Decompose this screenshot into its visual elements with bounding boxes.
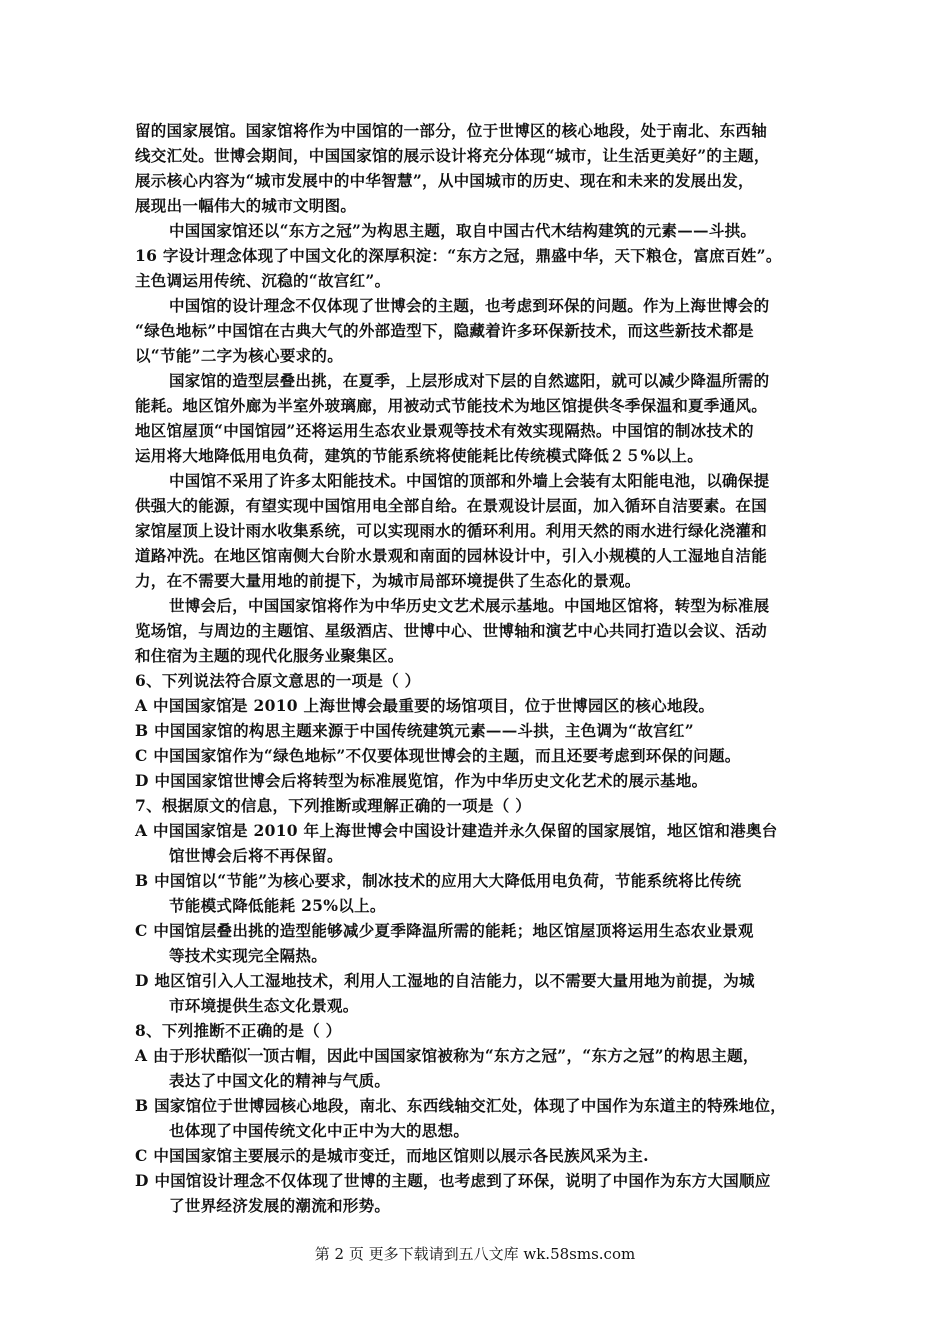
text-line: 和住宿为主题的现代化服务业聚集区。 xyxy=(135,646,404,665)
emphasis-char: 确 xyxy=(256,1021,273,1040)
option-d-continued: 市环境提供生态文化景观。 xyxy=(169,996,359,1015)
option-d-continued: 了世界经济发展的潮流和形势。 xyxy=(169,1196,391,1215)
text-line: “绿色地标”中国馆在古典大气的外部造型下，隐藏着许多环保新技术，而这些新技术都是 xyxy=(135,321,754,340)
emphasis-char: 不 xyxy=(225,1021,241,1040)
option-a: A 由于形状酷似一顶古帽，因此中国国家馆被称为“东方之冠”，“东方之冠”的构思主题， xyxy=(135,1046,759,1065)
text-line: 国家馆的造型层叠出挑，在夏季，上层形成对下层的自然遮阳，就可以减少降温所需的 xyxy=(169,371,770,390)
option-a-continued: 馆世博会后将不再保留。 xyxy=(169,846,343,865)
option-d: D 地区馆引入人工湿地技术，利用人工湿地的自洁能力，以不需要大量用地为前提，为城 xyxy=(135,971,755,990)
text-line: 家馆屋顶上设计雨水收集系统，可以实现雨水的循环利用。利用天然的雨水进行绿化浇灌和 xyxy=(135,521,768,540)
emphasis-char: 确 xyxy=(414,796,431,815)
text-line: 供强大的能源，有望实现中国馆用电全部自给。在景观设计层面，加入循环自洁要素。在国 xyxy=(135,496,768,515)
option-d: D 中国馆设计理念不仅体现了世博的主题，也考虑到了环保，说明了中国作为东方大国顺应 xyxy=(135,1171,771,1190)
option-a-continued: 表达了中国文化的精神与气质。 xyxy=(169,1071,391,1090)
text-line: 力，在不需要大量用地的前提下，为城市局部环境提供了生态化的景观。 xyxy=(135,571,641,590)
page-footer: 第 2 页 更多下载请到五八文库 wk.58sms.com xyxy=(314,1245,636,1263)
question-stem: 8、下列推断不正确的是（ ） xyxy=(135,1021,342,1040)
emphasis-char: 正 xyxy=(398,796,415,815)
question-8 xyxy=(135,1018,825,1218)
option-c: C 中国馆层叠出挑的造型能够减少夏季降温所需的能耗；地区馆屋顶将运用生态农业景观 xyxy=(135,921,754,940)
text-line: 中国馆的设计理念不仅体现了世博会的主题，也考虑到环保的问题。作为上海世博会的 xyxy=(169,296,770,315)
option-a: A 中国国家馆是 2010 年上海世博会中国设计建造并永久保留的国家展馆，地区馆和港奥台 xyxy=(135,821,778,840)
paragraph-4 xyxy=(135,368,825,468)
paragraph-1 xyxy=(135,118,825,218)
text-line: 16 字设计理念体现了中国文化的深厚积淀：“东方之冠，鼎盛中华，天下粮仓，富庶百姓”。 xyxy=(135,246,782,265)
paragraph-3 xyxy=(135,293,825,368)
option-b: B 中国国家馆的构思主题来源于中国传统建筑元素——斗拱，主色调为“故宫红” xyxy=(135,721,694,740)
document-body xyxy=(135,118,825,1218)
question-6 xyxy=(135,668,825,793)
emphasis-char: 符 xyxy=(225,671,241,690)
option-c: C 中国国家馆主要展示的是城市变迁，而地区馆则以展示各民族风采为主. xyxy=(135,1146,649,1165)
emphasis-char: 正 xyxy=(240,1021,257,1040)
option-a: A 中国国家馆是 2010 上海世博会最重要的场馆项目，位于世博园区的核心地段。 xyxy=(135,696,715,715)
question-stem: 7、根据原文的信息，下列推断或理解正确的一项是（ ） xyxy=(135,796,532,815)
option-b-continued: 也体现了中国传统文化中正中为大的思想。 xyxy=(169,1121,470,1140)
text-line: 线交汇处。世博会期间，中国国家馆的展示设计将充分体现“城市，让生活更美好”的主题， xyxy=(135,146,770,165)
text-line: 以“节能”二字为核心要求的。 xyxy=(135,346,344,365)
text-line: 能耗。地区馆外廊为半室外玻璃廊，用被动式节能技术为地区馆提供冬季保温和夏季通风。 xyxy=(135,396,768,415)
option-c: C 中国国家馆作为“绿色地标”不仅要体现世博会的主题，而且还要考虑到环保的问题。 xyxy=(135,746,741,765)
text-line: 地区馆屋顶“中国馆园”还将运用生态农业景观等技术有效实现隔热。中国馆的制冰技术的 xyxy=(135,421,754,440)
option-c-continued: 等技术实现完全隔热。 xyxy=(169,946,328,965)
paragraph-2 xyxy=(135,218,825,293)
text-line: 展现出一幅伟大的城市文明图。 xyxy=(135,196,357,215)
text-line: 运用将大地降低用电负荷，建筑的节能系统将使能耗比传统模式降低２５%以上。 xyxy=(135,446,704,465)
text-line: 道路冲洗。在地区馆南侧大台阶水景观和南面的园林设计中，引入小规模的人工湿地自洁能 xyxy=(135,546,768,565)
option-b: B 中国馆以“节能”为核心要求，制冰技术的应用大大降低用电负荷，节能系统将比传统 xyxy=(135,871,742,890)
text-line: 展示核心内容为“城市发展中的中华智慧”，从中国城市的历史、现在和未来的发展出发， xyxy=(135,171,754,190)
option-b: B 国家馆位于世博园核心地段，南北、东西线轴交汇处，体现了中国作为东道主的特殊地位， xyxy=(135,1096,787,1115)
text-line: 世博会后，中国国家馆将作为中华历史文艺术展示基地。中国地区馆将，转型为标准展 xyxy=(169,596,770,615)
question-7 xyxy=(135,793,825,1018)
text-line: 览场馆，与周边的主题馆、星级酒店、世博中心、世博轴和演艺中心共同打造以会议、活动 xyxy=(135,621,768,640)
option-d: D 中国国家馆世博会后将转型为标准展览馆，作为中华历史文化艺术的展示基地。 xyxy=(135,771,708,790)
text-line: 留的国家展馆。国家馆将作为中国馆的一部分，位于世博区的核心地段，处于南北、东西轴 xyxy=(135,121,768,140)
question-stem: 6、下列说法符合原文意思的一项是（ ） xyxy=(135,671,421,690)
text-line: 中国馆不采用了许多太阳能技术。中国馆的顶部和外墙上会装有太阳能电池，以确保提 xyxy=(169,471,770,490)
paragraph-5 xyxy=(135,468,825,593)
paragraph-6 xyxy=(135,593,825,668)
option-b-continued: 节能模式降低能耗 25%以上。 xyxy=(169,896,386,915)
text-line: 中国国家馆还以“东方之冠”为构思主题，取自中国古代木结构建筑的元素——斗拱。 xyxy=(169,221,757,240)
text-line: 主色调运用传统、沉稳的“故宫红”。 xyxy=(135,271,391,290)
